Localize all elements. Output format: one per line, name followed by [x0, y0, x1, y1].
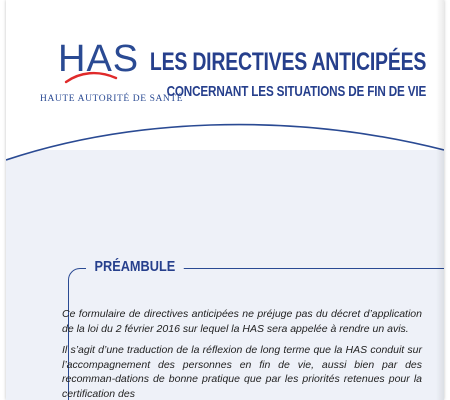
title-line-2: CONCERNANT LES SITUATIONS DE FIN DE VIE	[166, 83, 426, 100]
title-line-1: LES DIRECTIVES ANTICIPÉES	[149, 48, 426, 76]
preamble-text	[62, 307, 422, 400]
logo-subtitle: HAUTE AUTORITÉ DE SANTÉ	[40, 94, 184, 104]
document-title	[150, 48, 426, 100]
has-logo	[40, 38, 184, 108]
logo-swoosh-icon	[60, 52, 120, 92]
section-title: PRÉAMBULE	[86, 258, 184, 275]
paragraph-1: Ce formulaire de directives anticipées ne préjuge pas du décret d’application de la loi du 2 février 2016 sur lequel la HAS sera appelée à rendre un avis.	[62, 308, 422, 335]
header-curve-divider	[6, 100, 444, 180]
paragraph-2: Il s’agit d’une traduction de la réflexion de long terme que la HAS conduit sur l’accompagnement des personnes en fin de vie, aussi bien par des recomman-dations de bonne pratique que par les priorités retenues pour la certification des	[62, 344, 422, 400]
logo-letters: HAS	[58, 38, 140, 80]
document-page	[6, 0, 444, 400]
page-edge-shadow	[436, 0, 444, 400]
